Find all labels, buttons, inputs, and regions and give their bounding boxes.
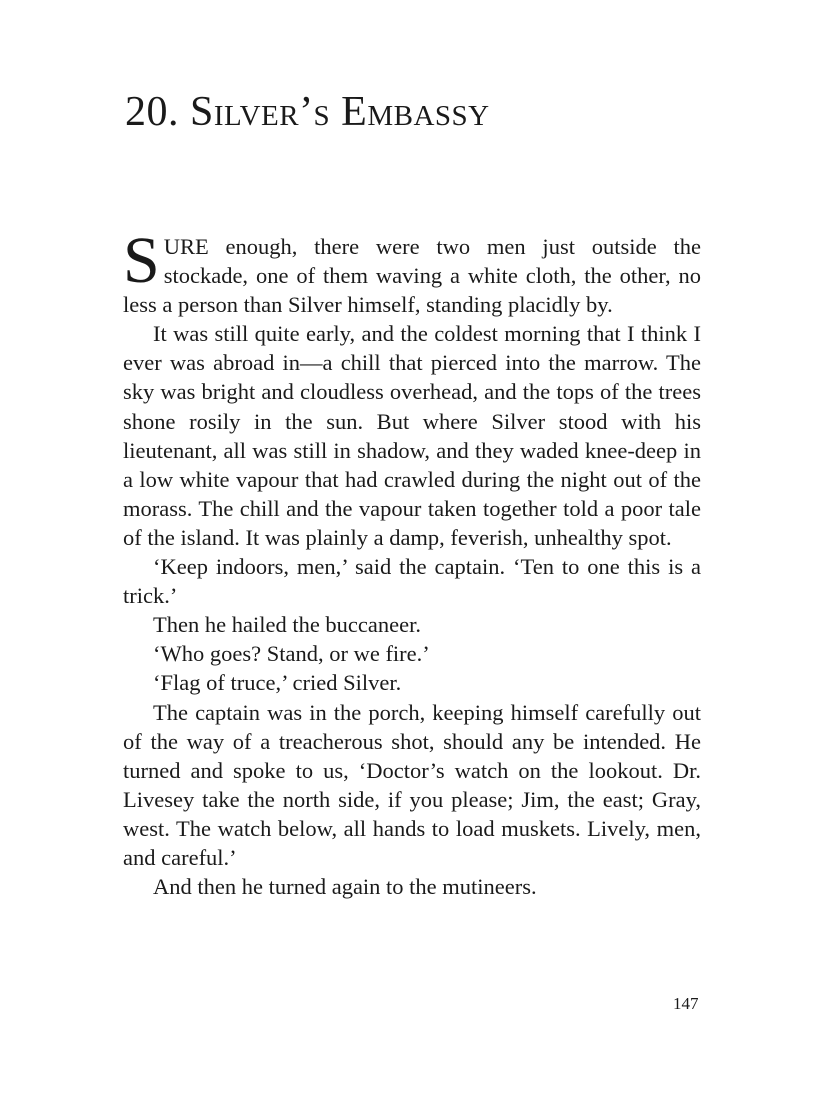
paragraph-3: ‘Keep indoors, men,’ said the captain. ‘Ten to one this is a trick.’ bbox=[123, 554, 701, 609]
paragraph-1-text: enough, there were two men just outside the stockade, one of them waving a white cloth, the other, no less a person than Silver himself, standing placidly by. bbox=[123, 234, 701, 318]
paragraph-4: Then he hailed the buccaneer. bbox=[153, 612, 421, 638]
paragraph-6: ‘Flag of truce,’ cried Silver. bbox=[153, 670, 402, 696]
paragraph-2: It was still quite early, and the coldest morning that I think I ever was abroad in—a chill that pierced into the marrow. The sky was bright and cloudless overhead, and the tops of the trees shone rosily in the sun. But where Silver stood with his lieutenant, all was still in shadow, and they waded knee-deep in a low white vapour that had crawled during the night out of the morass. The chill and the vapour taken together told a poor tale of the island. It was plainly a damp, feverish, unhealthy spot. bbox=[123, 321, 701, 550]
chapter-body bbox=[123, 224, 701, 901]
paragraph-8: And then he turned again to the mutineers. bbox=[153, 874, 537, 900]
drop-cap: S bbox=[123, 224, 160, 297]
paragraph-1 bbox=[123, 224, 701, 319]
chapter-title: 20. Silver’s Embassy bbox=[125, 89, 490, 135]
paragraph-5: ‘Who goes? Stand, or we fire.’ bbox=[153, 641, 430, 667]
opening-small-caps: URE bbox=[163, 234, 209, 259]
paragraph-7: The captain was in the porch, keeping himself carefully out of the way of a treacherous shot, should any be intended. He turned and spoke to us, ‘Doctor’s watch on the lookout. Dr. Livesey take the north side, if you please; Jim, the east; Gray, west. The watch below, all hands to load muskets. Lively, men, and careful.’ bbox=[123, 699, 701, 870]
page-number: 147 bbox=[673, 994, 699, 1013]
